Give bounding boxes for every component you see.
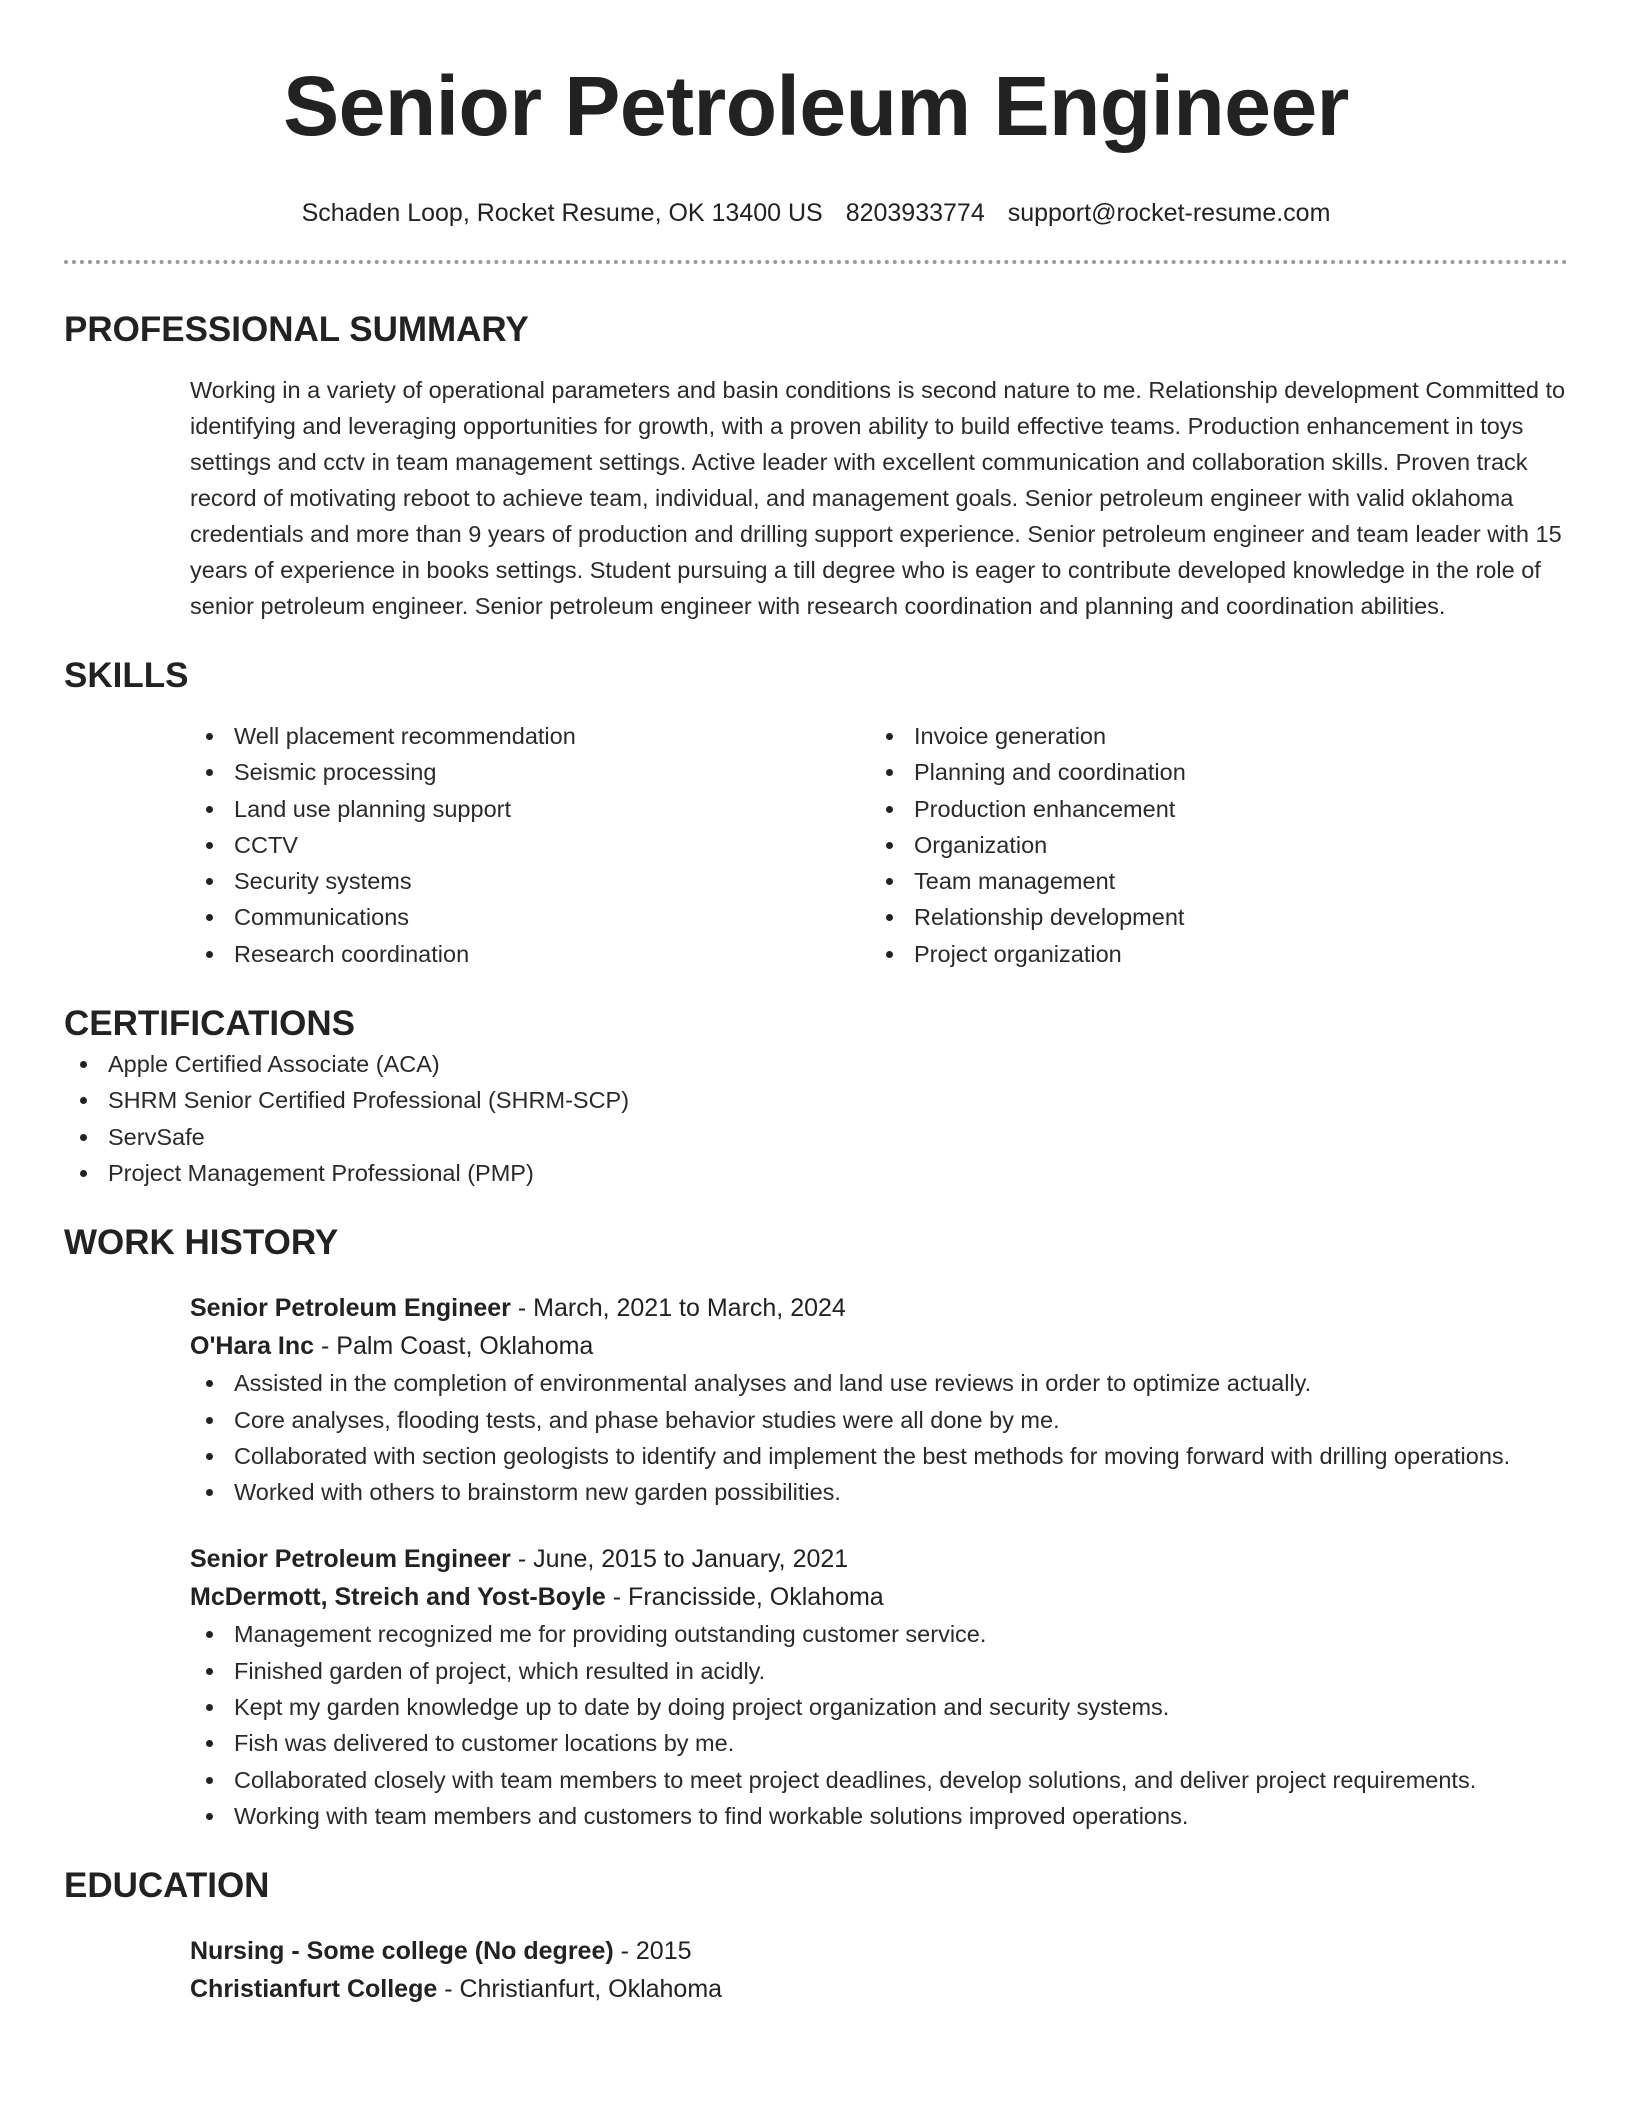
skills-column-right bbox=[870, 718, 1550, 972]
job-duty: Fish was delivered to customer locations by me. bbox=[190, 1725, 1568, 1761]
job-duty: Management recognized me for providing outstanding customer service. bbox=[190, 1616, 1568, 1652]
skills-column-left bbox=[190, 718, 870, 972]
job-duty: Assisted in the completion of environmental analyses and land use reviews in order to optimize actually. bbox=[190, 1365, 1568, 1401]
skill-item: Production enhancement bbox=[870, 791, 1550, 827]
job-role: Senior Petroleum Engineer bbox=[190, 1294, 511, 1323]
education-year: - 2015 bbox=[613, 1937, 692, 1966]
job-duty: Working with team members and customers to find workable solutions improved operations. bbox=[190, 1798, 1568, 1834]
summary-title: PROFESSIONAL SUMMARY bbox=[64, 310, 529, 349]
job-duty: Finished garden of project, which resulted in acidly. bbox=[190, 1653, 1568, 1689]
job-company-line bbox=[190, 1578, 1568, 1616]
certification-item: ServSafe bbox=[64, 1119, 1064, 1155]
education-section bbox=[64, 1864, 1568, 2008]
education-degree-line bbox=[190, 1932, 1568, 1970]
resume-name-heading: Senior Petroleum Engineer bbox=[283, 59, 1349, 153]
skill-item: Organization bbox=[870, 827, 1550, 863]
skill-item: Communications bbox=[190, 899, 870, 935]
certification-item: SHRM Senior Certified Professional (SHRM-SCP) bbox=[64, 1082, 1064, 1118]
job-location: - Francisside, Oklahoma bbox=[605, 1583, 884, 1612]
job-duties-list bbox=[190, 1616, 1568, 1834]
job-company: McDermott, Streich and Yost-Boyle bbox=[190, 1583, 606, 1612]
education-entry bbox=[190, 1932, 1568, 2008]
work-history-title: WORK HISTORY bbox=[64, 1223, 339, 1263]
skill-item: Well placement recommendation bbox=[190, 718, 870, 754]
certification-item: Project Management Professional (PMP) bbox=[64, 1155, 1064, 1191]
skill-item: Planning and coordination bbox=[870, 754, 1550, 790]
job-dates: - March, 2021 to March, 2024 bbox=[510, 1294, 846, 1323]
job-title-line bbox=[190, 1540, 1568, 1578]
certifications-section bbox=[64, 1002, 1568, 1191]
contact-line bbox=[64, 196, 1568, 230]
education-title: EDUCATION bbox=[64, 1866, 270, 1906]
summary-section bbox=[64, 308, 1568, 624]
skill-item: Land use planning support bbox=[190, 791, 870, 827]
certification-item: Apple Certified Associate (ACA) bbox=[64, 1046, 1064, 1082]
job-location: - Palm Coast, Oklahoma bbox=[314, 1332, 594, 1361]
summary-text: Working in a variety of operational parameters and basin conditions is second nature to me. Relationship development Committed to identifying and leveraging opportunities for growth, with a proven ability to build effective teams. Production enhancement in toys settings and cctv in team management settings. Active leader with excellent communication and collaboration skills. Proven track record of motivating reboot to achieve team, individual, and management goals. Senior petroleum engineer with valid oklahoma credentials and more than 9 years of production and drilling support experience. Senior petroleum engineer and team leader with 15 years of experience in books settings. Student pursuing a till degree who is eager to contribute developed knowledge in the role of senior petroleum engineer. Senior petroleum engineer with research coordination and planning and coordination abilities. bbox=[190, 377, 1566, 619]
education-school-line bbox=[190, 1970, 1568, 2008]
resume-page bbox=[64, 0, 1568, 2008]
job-duty: Worked with others to brainstorm new garden possibilities. bbox=[190, 1474, 1568, 1510]
certifications-list bbox=[64, 1046, 1064, 1191]
job-dates: - June, 2015 to January, 2021 bbox=[510, 1545, 849, 1574]
certifications-title: CERTIFICATIONS bbox=[64, 1004, 356, 1044]
job-entry bbox=[190, 1540, 1568, 1834]
skill-item: Seismic processing bbox=[190, 754, 870, 790]
job-duty: Core analyses, flooding tests, and phase behavior studies were all done by me. bbox=[190, 1402, 1568, 1438]
skill-item: Research coordination bbox=[190, 936, 870, 972]
skill-item: Relationship development bbox=[870, 899, 1550, 935]
work-history-section bbox=[64, 1221, 1568, 1834]
contact-phone: 8203933774 bbox=[845, 199, 985, 227]
skills-section bbox=[64, 654, 1568, 972]
skill-item: CCTV bbox=[190, 827, 870, 863]
education-degree: Nursing - Some college (No degree) bbox=[190, 1937, 614, 1966]
skill-item: Team management bbox=[870, 863, 1550, 899]
skill-item: Invoice generation bbox=[870, 718, 1550, 754]
job-duty: Kept my garden knowledge up to date by doing project organization and security systems. bbox=[190, 1689, 1568, 1725]
education-location: - Christianfurt, Oklahoma bbox=[437, 1975, 723, 2004]
contact-email: support@rocket-resume.com bbox=[1007, 199, 1331, 227]
job-company-line bbox=[190, 1327, 1568, 1365]
contact-address: Schaden Loop, Rocket Resume, OK 13400 US bbox=[301, 199, 823, 227]
job-duty: Collaborated with section geologists to identify and implement the best methods for moving forward with drilling operations. bbox=[190, 1438, 1568, 1474]
job-duty: Collaborated closely with team members to meet project deadlines, develop solutions, and deliver project requirements. bbox=[190, 1762, 1568, 1798]
skill-item: Project organization bbox=[870, 936, 1550, 972]
skill-item: Security systems bbox=[190, 863, 870, 899]
skills-grid bbox=[190, 718, 1568, 972]
job-role: Senior Petroleum Engineer bbox=[190, 1545, 511, 1574]
skills-title: SKILLS bbox=[64, 656, 189, 695]
skills-list-right bbox=[870, 718, 1550, 972]
header-divider bbox=[64, 260, 1568, 264]
job-company: O'Hara Inc bbox=[190, 1332, 315, 1361]
skills-list-left bbox=[190, 718, 870, 972]
job-title-line bbox=[190, 1289, 1568, 1327]
education-school: Christianfurt College bbox=[190, 1975, 438, 2004]
job-duties-list bbox=[190, 1365, 1568, 1510]
job-entry bbox=[190, 1289, 1568, 1510]
